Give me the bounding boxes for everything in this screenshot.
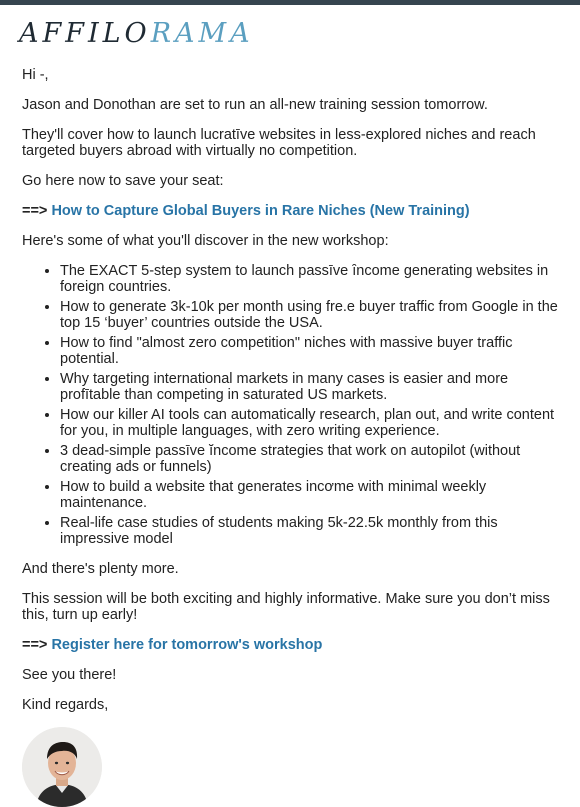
- list-item: • How to generate 3k-10k per month using fre.e buyer traffic from Google in the top 15 ‘buyer’ countries outside the USA.: [60, 299, 558, 331]
- go-here-paragraph: Go here now to save your seat:: [22, 173, 224, 189]
- email-header: [0, 5, 580, 61]
- list-item: • The EXACT 5-step system to launch passīve ȋncome generating websites in foreign countries.: [60, 263, 558, 295]
- intro-paragraph: Jason and Donothan are set to run an all-new training session tomorrow.: [22, 97, 488, 113]
- plenty-more-paragraph: And there's plenty more.: [22, 561, 179, 577]
- cta-line-2: [22, 637, 558, 653]
- cta-line-1: [22, 203, 558, 219]
- coverage-paragraph: They'll cover how to launch lucratīve websites in less-explored niches and reach targeted buyers abroad with virtually no competition.: [22, 127, 536, 159]
- list-item: • How to find "almost zero competition" niches with massive buyer traffic potential.: [60, 335, 558, 367]
- avatar: [22, 727, 102, 807]
- list-item: • 3 dead-simple passīve ĭncome strategies that work on autopilot (without creating ads or funnels): [60, 443, 558, 475]
- list-item: • Real-life case studies of students making 5k-22.5k monthly from this impressive model: [60, 515, 558, 547]
- list-item: • Why targeting international markets in many cases is easier and more profītable than competing in saturated US markets.: [60, 371, 558, 403]
- discover-intro: Here's some of what you'll discover in the new workshop:: [22, 233, 389, 249]
- session-note-paragraph: This session will be both exciting and highly informative. Make sure you don’t miss this, turn up early!: [22, 591, 550, 623]
- avatar-portrait-icon: [22, 727, 102, 807]
- see-you-paragraph: See you there!: [22, 667, 117, 683]
- logo-dark-part: AFFILO: [19, 18, 151, 49]
- greeting: Hi -,: [22, 67, 49, 83]
- logo-light-part: RAMA: [150, 18, 254, 49]
- cta-arrow: ==>: [22, 637, 48, 653]
- list-item: • How to build a website that generates incơme with minimal weekly maintenance.: [60, 479, 558, 511]
- register-link[interactable]: Register here for tomorrow's workshop: [51, 637, 323, 653]
- avatar-container: [0, 727, 580, 807]
- email-body: [0, 67, 580, 713]
- training-link[interactable]: How to Capture Global Buyers in Rare Niches (New Training): [51, 203, 470, 219]
- workshop-bullet-list: [22, 263, 558, 547]
- cta-arrow: ==>: [22, 203, 48, 219]
- sign-off: Kind regards,: [22, 697, 109, 713]
- list-item: • How our killer AI tools can automatically research, plan out, and write content for you, in multiple languages, with zero writing experience.: [60, 407, 558, 439]
- affilorama-logo[interactable]: [19, 19, 561, 49]
